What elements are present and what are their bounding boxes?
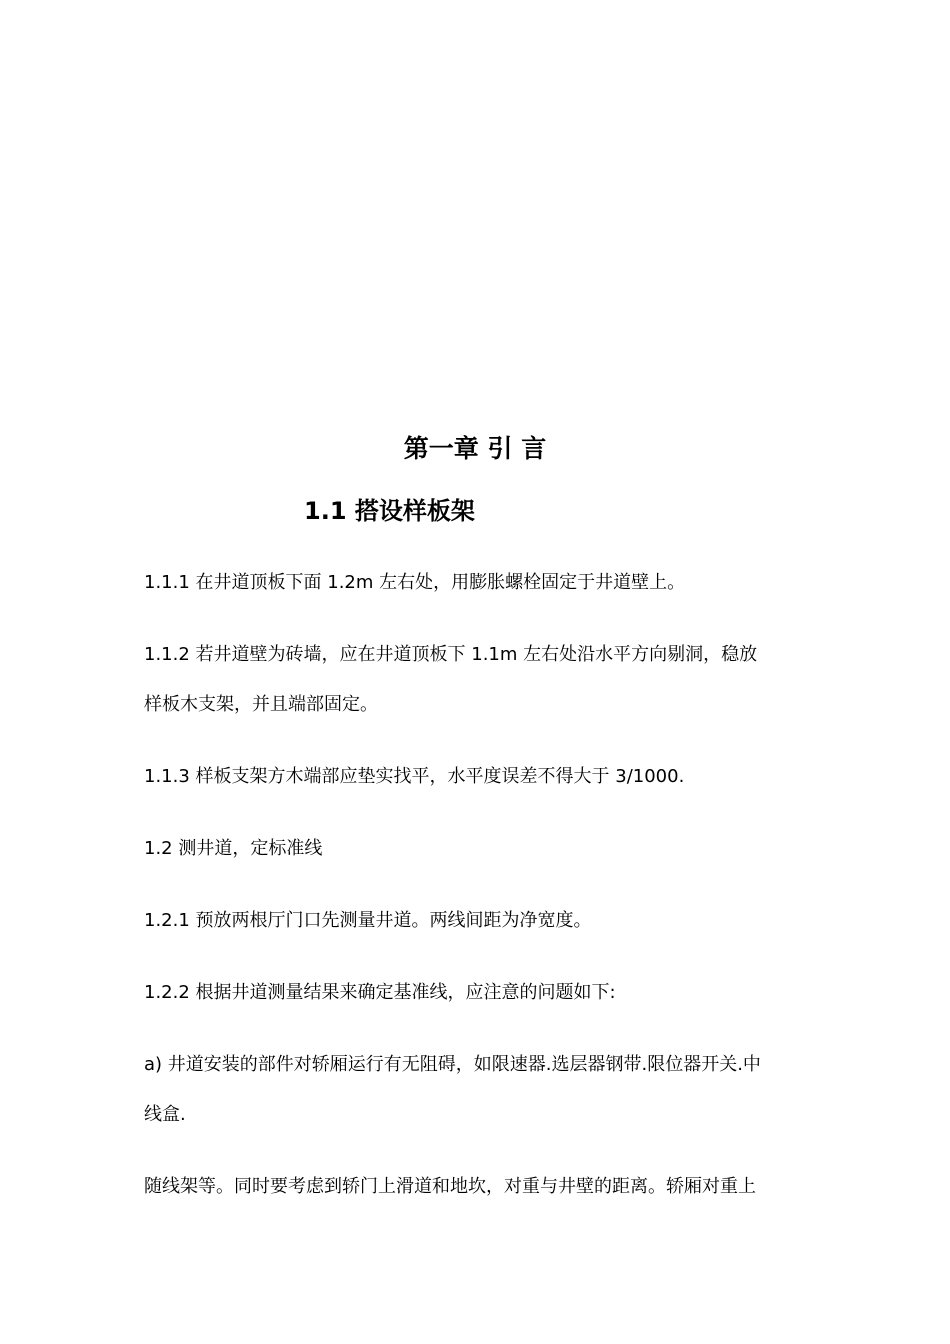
paragraph-a-line2: 线盒. [144, 1104, 186, 1125]
paragraph-continuation: 随线架等。同时要考虑到轿门上滑道和地坎，对重与井壁的距离。轿厢对重上 [144, 1176, 756, 1197]
chapter-title: 第一章 引 言 [403, 434, 547, 463]
section-title: 1.1 搭设样板架 [304, 497, 475, 525]
paragraph-1-2: 1.2 测井道，定标准线 [144, 838, 323, 859]
paragraph-1-1-1: 1.1.1 在井道顶板下面 1.2m 左右处，用膨胀螺栓固定于井道壁上。 [144, 572, 686, 593]
paragraph-a-line1: a) 井道安装的部件对轿厢运行有无阻碍，如限速器.选层器钢带.限位器开关.中 [144, 1054, 761, 1075]
paragraph-1-1-2-line1: 1.1.2 若井道壁为砖墙，应在井道顶板下 1.1m 左右处沿水平方向剔洞，稳放 [144, 644, 758, 665]
paragraph-1-2-1: 1.2.1 预放两根厅门口先测量井道。两线间距为净宽度。 [144, 910, 592, 931]
paragraph-1-2-2: 1.2.2 根据井道测量结果来确定基准线，应注意的问题如下: [144, 982, 616, 1003]
paragraph-1-1-3: 1.1.3 样板支架方木端部应垫实找平，水平度误差不得大于 3/1000. [144, 766, 685, 787]
paragraph-1-1-2-line2: 样板木支架，并且端部固定。 [144, 694, 378, 715]
